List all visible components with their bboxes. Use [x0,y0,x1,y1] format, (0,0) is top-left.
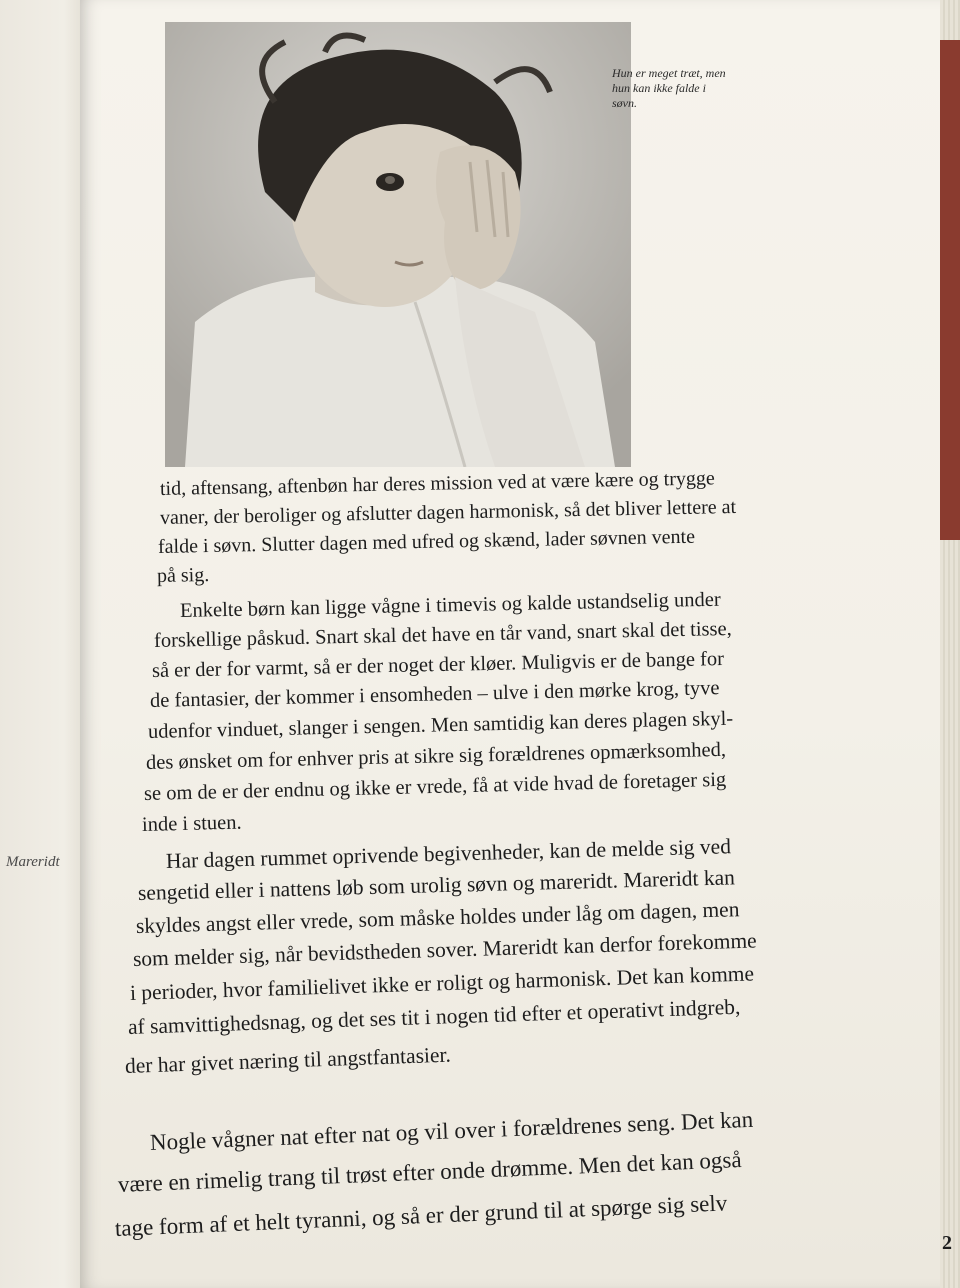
body-line: der har givet næring til angstfantasier. [124,1042,452,1078]
body-line: inde i stuen. [141,811,242,836]
body-line: tid, aftensang, aftenbøn har deres mission ved at være kære og trygge [159,467,715,500]
child-photograph [165,22,631,467]
body-line: de fantasier, der kommer i ensomheden – ulve i den mørke krog, tyve [149,677,720,712]
body-line: af samvittighedsnag, og det ses tit i nogen tid efter et operativt indgreb, [127,994,741,1039]
body-line: Har dagen rummet oprivende begivenheder, kan de melde sig ved [165,834,732,873]
body-line: være en rimelig trang til trøst efter onde drømme. Men det kan også [117,1146,743,1197]
body-line: des ønsket om for enhver pris at sikre sig forældrenes opmærksomhed, [145,738,727,774]
body-line: skyldes angst eller vrede, som måske holdes under låg om dagen, men [135,897,740,938]
child-image [165,22,631,467]
body-line: udenfor vinduet, slanger i sengen. Men samtidig kan deres plagen skyl- [147,707,734,743]
caption-line-2: hun kan ikke falde i [612,81,706,95]
caption-line-3: søvn. [612,96,637,110]
body-line: Enkelte børn kan ligge vågne i timevis og kalde ustandselig under [179,588,721,622]
body-line: tage form af et helt tyranni, og så er der grund til at spørge sig selv [114,1190,728,1241]
body-line: vaner, der beroliger og afslutter dagen harmonisk, så det bliver lettere at [159,495,737,529]
body-line: Nogle vågner nat efter nat og vil over i forældrenes seng. Det kan [149,1106,754,1155]
margin-heading-mareridt: Mareridt [6,854,60,870]
body-line: falde i søvn. Slutter dagen med ufred og skænd, lader søvnen vente [157,525,696,558]
body-line: i perioder, hvor familielivet ikke er roligt og harmonisk. Det kan komme [129,961,755,1005]
body-line: så er der for varmt, så er der noget der kløer. Muligvis er de bange for [151,648,725,682]
body-line: forskellige påskud. Snart skal det have en tår vand, snart skal det tisse, [153,617,732,652]
page-number: 2 [942,1232,952,1254]
caption-line-1: Hun er meget træt, men [612,66,726,80]
photo-caption [612,66,787,111]
body-line: som melder sig, når bevidstheden sover. Mareridt kan derfor forekomme [132,928,757,971]
body-line: sengetid eller i nattens løb som urolig søvn og mareridt. Mareridt kan [137,865,736,905]
body-line: på sig. [156,563,210,587]
body-line: se om de er der endnu og ikke er vrede, få at vide hvad de foretager sig [143,768,727,805]
